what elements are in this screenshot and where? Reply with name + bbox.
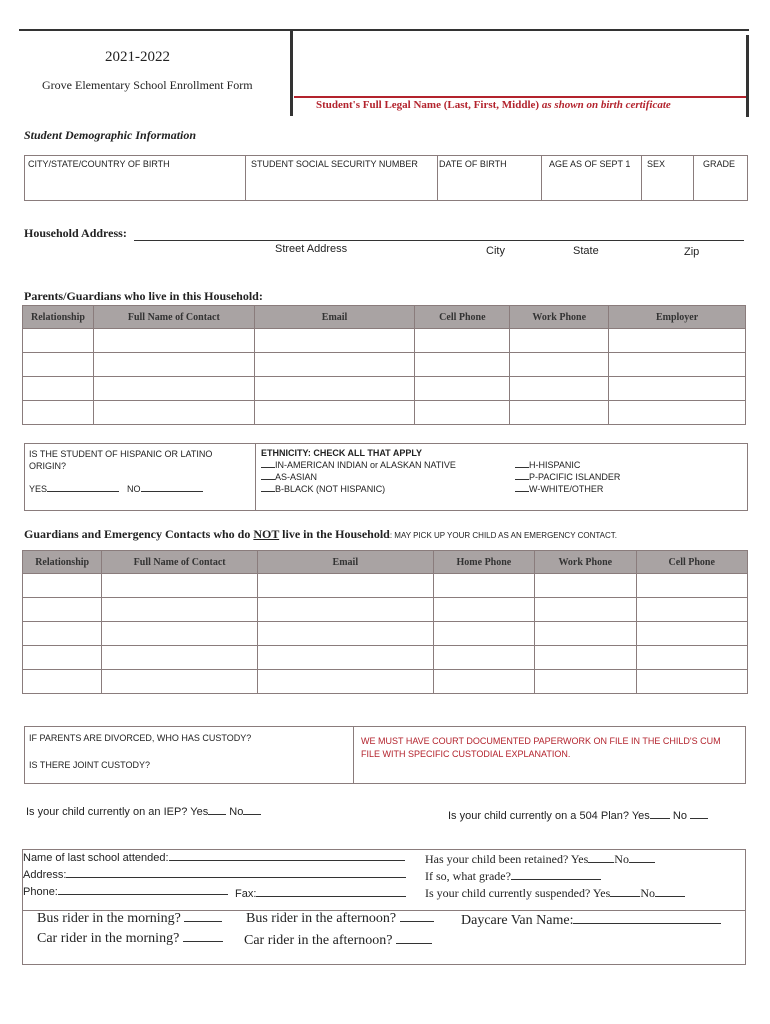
last-school-field[interactable]: Name of last school attended: [23, 852, 405, 864]
legal-name-label [316, 99, 671, 111]
ethnicity-option-in[interactable]: IN-AMERICAN INDIAN or ALASKAN NATIVE [261, 460, 456, 470]
legal-name-field[interactable] [296, 36, 744, 94]
iep-question[interactable]: Is your child currently on an IEP? Yes No [26, 806, 261, 818]
school-box [22, 849, 746, 965]
hispanic-yes[interactable]: YES [29, 484, 119, 494]
household-address-label: Household Address: [24, 226, 127, 240]
household-address-input[interactable] [134, 238, 744, 241]
legal-name-line [294, 96, 746, 98]
legal-name-text: Student's Full Legal Name (Last, First, Middle) [316, 99, 540, 111]
table-row [23, 353, 746, 377]
daycare-field[interactable]: Daycare Van Name: [461, 913, 721, 929]
emergency-col-relationship: Relationship [23, 551, 102, 574]
hispanic-no[interactable]: NO [127, 484, 203, 494]
emergency-col-work: Work Phone [535, 551, 636, 574]
emergency-table [22, 550, 748, 694]
table-row [23, 622, 748, 646]
table-row [23, 377, 746, 401]
year-label: 2021-2022 [105, 49, 170, 65]
ethnicity-heading: ETHNICITY: CHECK ALL THAT APPLY [261, 448, 423, 458]
state-label: State [573, 245, 599, 257]
table-row [23, 401, 746, 425]
table-row [23, 670, 748, 694]
legal-name-suffix: as shown on birth certificate [541, 99, 671, 111]
col-sex: SEX [647, 159, 666, 169]
emergency-col-email: Email [257, 551, 433, 574]
car-morning-field[interactable]: Car rider in the morning? [37, 931, 223, 947]
ethnicity-option-w[interactable]: W-WHITE/OTHER [515, 484, 603, 494]
emergency-col-home: Home Phone [433, 551, 534, 574]
table-row [23, 598, 748, 622]
emergency-col-name: Full Name of Contact [102, 551, 258, 574]
suspended-field[interactable]: Is your child currently suspended? Yes No [425, 886, 685, 901]
parents-table [22, 305, 746, 425]
col-dob: DATE OF BIRTH [439, 159, 507, 169]
bus-morning-field[interactable]: Bus rider in the morning? [37, 911, 222, 927]
school-address-field[interactable]: Address: [23, 869, 406, 881]
table-row [23, 329, 746, 353]
demographics-title: Student Demographic Information [24, 128, 197, 142]
col-age: AGE AS OF SEPT 1 [549, 159, 631, 169]
table-row [23, 574, 748, 598]
emergency-title: Guardians and Emergency Contacts who do NOT live in the Household: MAY PICK UP YOUR CHILD AS AN EMERGENCY CONTACT. [24, 527, 618, 541]
parents-col-email: Email [254, 306, 415, 329]
retained-field[interactable]: Has your child been retained? Yes No [425, 852, 655, 867]
parents-col-work: Work Phone [510, 306, 609, 329]
header-right-border [746, 35, 749, 117]
col-birthplace: CITY/STATE/COUNTRY OF BIRTH [28, 159, 170, 169]
street-label: Street Address [275, 243, 348, 255]
ethnicity-option-as[interactable]: AS-ASIAN [261, 472, 317, 482]
parents-col-cell: Cell Phone [415, 306, 510, 329]
hispanic-question: IS THE STUDENT OF HISPANIC OR LATINO ORIGIN? [29, 449, 213, 471]
parents-col-relationship: Relationship [23, 306, 94, 329]
zip-label: Zip [684, 246, 700, 258]
custody-box [24, 726, 746, 784]
parents-col-name: Full Name of Contact [93, 306, 254, 329]
ethnicity-option-h[interactable]: H-HISPANIC [515, 460, 580, 470]
ethnicity-option-b[interactable]: B-BLACK (NOT HISPANIC) [261, 484, 385, 494]
parents-col-employer: Employer [609, 306, 746, 329]
col-grade: GRADE [703, 159, 736, 169]
retained-grade-field[interactable]: If so, what grade? [425, 869, 601, 884]
bus-afternoon-field[interactable]: Bus rider in the afternoon? [246, 911, 434, 927]
parents-title: Parents/Guardians who live in this Household: [24, 289, 263, 303]
ethnicity-box [24, 443, 748, 511]
city-label: City [486, 245, 505, 257]
custody-notice: WE MUST HAVE COURT DOCUMENTED PAPERWORK ON FILE IN THE CHILD'S CUM FILE WITH SPECIFIC CUSTODIAL EXPLANATION. [361, 736, 721, 759]
ethnicity-option-p[interactable]: P-PACIFIC ISLANDER [515, 472, 620, 482]
demographics-table [24, 155, 748, 201]
car-afternoon-field[interactable]: Car rider in the afternoon? [244, 933, 432, 949]
joint-question: IS THERE JOINT CUSTODY? [29, 760, 151, 770]
plan504-question[interactable]: Is your child currently on a 504 Plan? Yes No [448, 810, 708, 822]
form-title: Grove Elementary School Enrollment Form [42, 78, 253, 92]
table-row [23, 646, 748, 670]
emergency-col-cell: Cell Phone [636, 551, 748, 574]
school-fax-field[interactable]: Fax: [235, 888, 406, 900]
col-ssn: STUDENT SOCIAL SECURITY NUMBER [251, 159, 418, 169]
school-phone-field[interactable]: Phone: [23, 886, 228, 898]
header-divider [290, 31, 293, 116]
divorced-question: IF PARENTS ARE DIVORCED, WHO HAS CUSTODY? [29, 733, 252, 743]
